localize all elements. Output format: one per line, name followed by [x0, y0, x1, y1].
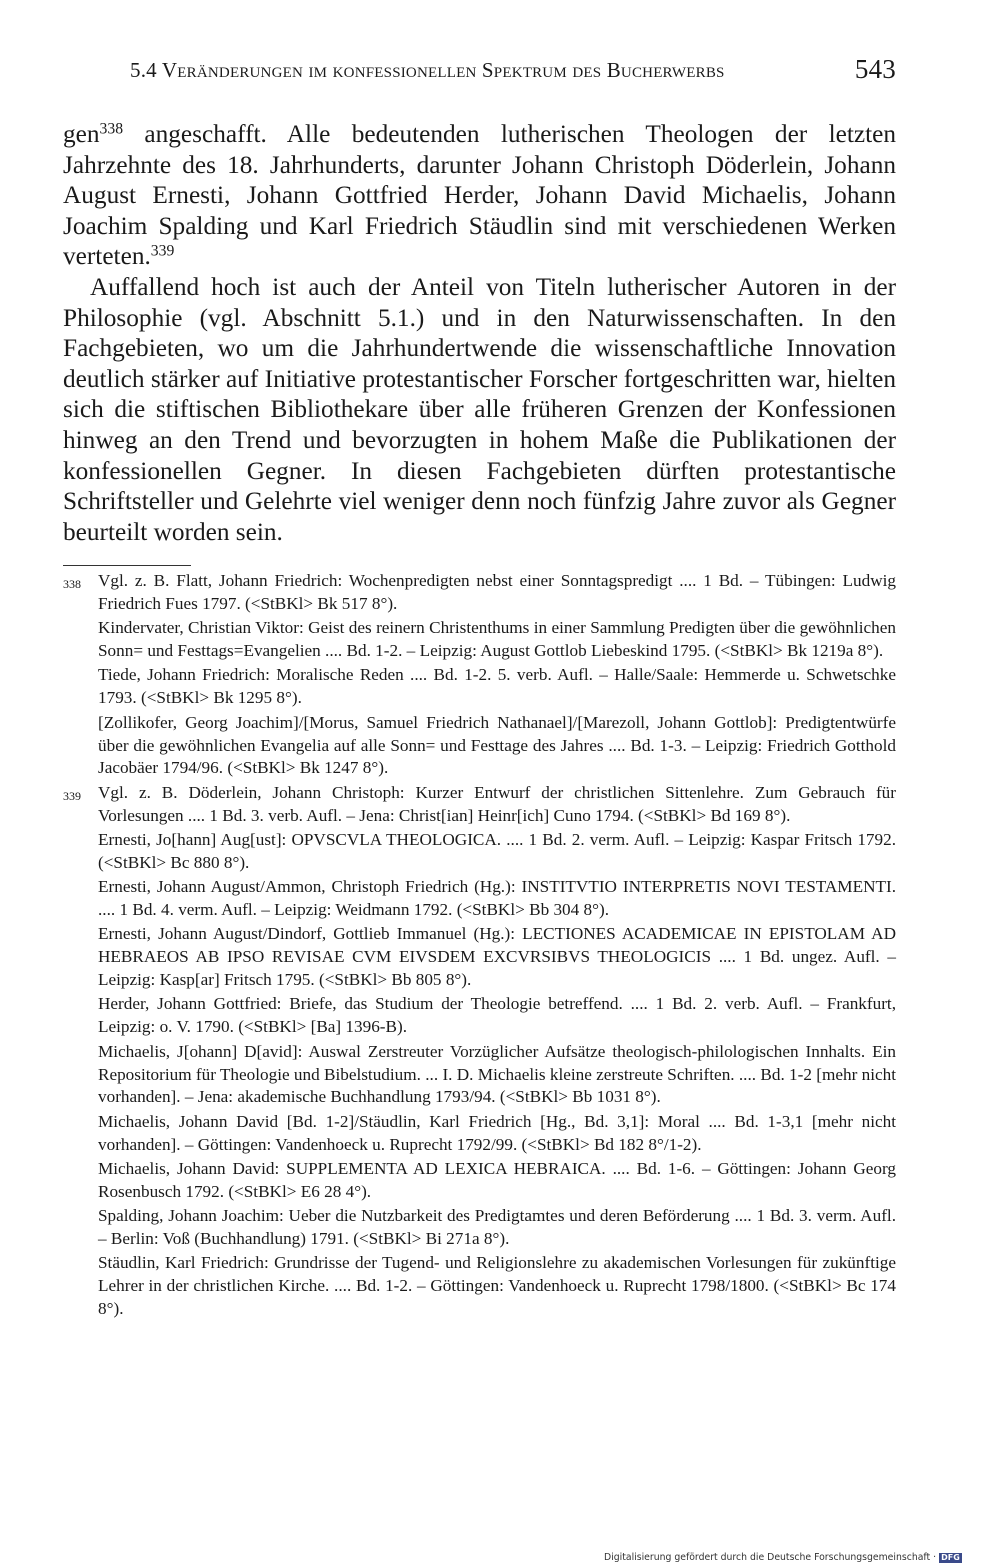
footnote-ref-339: 339 [150, 242, 175, 260]
main-text [63, 119, 896, 547]
page-number: 543 [854, 54, 896, 84]
footnote-entry: Ernesti, Johann August/Dindorf, Gottlieb Immanuel (Hg.): LECTIONES ACADEMICAE IN EPISTOLAM AD HEBRAEOS AB IPSO REVISAE CVM EIVSDEM EXCVRSIBVS THEOLOGICIS .... 1 Bd. ungez. Aufl. – Leipzig: Kasp[ar] Fritsch 1795. (<StBKl> Bb 805 8°). [98, 924, 896, 990]
footnotes [63, 570, 896, 1322]
footnote-entry: Kindervater, Christian Viktor: Geist des reinern Christenthums in einer Sammlung Predigten über die gewöhnlichen Sonn= und Festtags=Evangelien .... Bd. 1-2. – Leipzig: August Gottlob Liebeskind 1795. (<StBKl> Bk 1219a 8°). [98, 618, 896, 661]
footnote-entry: Spalding, Johann Joachim: Ueber die Nutzbarkeit des Predigtamtes und deren Beförderung .... 1 Bd. 3. verm. Aufl. – Berlin: Voß (Buchhandlung) 1791. (<StBKl> Bi 271a 8°). [98, 1206, 896, 1249]
footer-text: Digitalisierung gefördert durch die Deutsche Forschungsgemeinschaft · [604, 1552, 937, 1563]
paragraph-1 [63, 119, 896, 272]
paragraph-2: Auffallend hoch ist auch der Anteil von Titeln lutherischer Autoren in der Philosophie (vgl. Abschnitt 5.1.) und in den Naturwissenschaften. In den Fachgebieten, wo um die Jahrhundertwende die wissenschaftliche Innovation deutlich stärker auf Initiative protestantischer Forscher fortgeschritten war, hielten sich die stiftischen Bibliothekare über alle früheren Grenzen der Konfessionen hinweg an den Trend und bevorzugten in hohem Maße die Publikationen der konfessionellen Gegner. In diesen Fachgebieten dürften protestantische Schriftsteller und Gelehrte viel weniger denn noch fünfzig Jahre zuvor als Gegner beurteilt worden sein. [63, 272, 896, 546]
paragraph-1-start: gen [63, 120, 100, 148]
footnote-entry: Stäudlin, Karl Friedrich: Grundrisse der Tugend- und Religionslehre zu akademischen Vorlesungen für zukünftige Lehrer in der christlichen Kirche. .... Bd. 1-2. – Göttingen: Vandenhoeck u. Ruprecht 1798/1800. (<StBKl> Bc 174 8°). [98, 1253, 896, 1319]
footnote-entry: Vgl. z. B. Döderlein, Johann Christoph: Kurzer Entwurf der christlichen Sittenlehre. Zum Gebrauch für Vorlesungen .... 1 Bd. 3. verb. Aufl. – Jena: Christ[ian] Heinr[ich] Cuno 1794. (<StBKl> Bd 169 8°). [98, 782, 896, 825]
footnote-339 [63, 782, 896, 1321]
running-head-title: 5.4 Veränderungen im konfessionellen Spektrum des Bucherwerbs [130, 58, 725, 82]
footnote-entry: Michaelis, J[ohann] D[avid]: Auswal Zerstreuter Vorzüglicher Aufsätze theologisch-philologischen Innhalts. Ein Repositorium für Theologie und Bibelstudium. ... I. D. Michaelis kleine zerstreute Schriften. .... Bd. 1-2 [mehr nicht vorhanden]. – Jena: akademische Buchhandlung 1793/94. (<StBKl> Bb 1031 8°). [98, 1041, 896, 1107]
footnote-entry: Michaelis, Johann David: SUPPLEMENTA AD LEXICA HEBRAICA. .... Bd. 1-6. – Göttingen: Johann Georg Rosenbusch 1792. (<StBKl> E6 28 4°). [98, 1158, 896, 1201]
footnote-number: 339 [63, 788, 81, 803]
running-head [130, 54, 896, 84]
footnote-entry: Michaelis, Johann David [Bd. 1-2]/Stäudlin, Karl Friedrich [Hg., Bd. 3,1]: Moral .... Bd. 1-3,1 [mehr nicht vorhanden]. – Göttingen: Vandenhoeck u. Ruprecht 1792/99. (<StBKl> Bd 182 8°/1-2). [98, 1111, 896, 1154]
digitization-footer [604, 1552, 962, 1564]
footnote-entry: Herder, Johann Gottfried: Briefe, das Studium der Theologie betreffend. .... 1 Bd. 2. verb. Aufl. – Frankfurt, Leipzig: o. V. 1790. (<StBKl> [Ba] 1396-B). [98, 994, 896, 1037]
footnote-338 [63, 570, 896, 780]
footnote-entry: Ernesti, Jo[hann] Aug[ust]: OPVSCVLA THEOLOGICA. .... 1 Bd. 2. verm. Aufl. – Leipzig: Kaspar Fritsch 1792. (<StBKl> Bc 880 8°). [98, 829, 896, 872]
footnote-ref-338: 338 [99, 120, 124, 138]
footnote-separator [63, 565, 191, 566]
footnote-number: 338 [63, 577, 81, 591]
paragraph-1-text: angeschafft. Alle bedeutenden lutherischen Theologen der letzten Jahrzehnte des 18. Jahrhunderts, darunter Johann Christoph Döderlein, Johann August Ernesti, Johann Gottfried Herder, Johann David Michaelis, Johann Joachim Spalding und Karl Friedrich Stäudlin sind mit verschiedenen Werken verteten. [63, 120, 896, 271]
dfg-logo-icon: DFG [941, 1552, 960, 1562]
footnote-entry: Tiede, Johann Friedrich: Moralische Reden .... Bd. 1-2. 5. verb. Aufl. – Halle/Saale: Hemmerde u. Schwetschke 1793. (<StBKl> Bk 1295 8°). [98, 665, 896, 708]
footnote-entry: [Zollikofer, Georg Joachim]/[Morus, Samuel Friedrich Nathanael]/[Marezoll, Johann Gottlob]: Predigtentwürfe über die gewöhnlichen Evangelia auf alle Sonn= und Festtage des Jahres .... Bd. 1-3. – Leipzig: Friedrich Gotthold Jacobäer 1794/96. (<StBKl> Bk 1247 8°). [98, 712, 896, 778]
footnote-entry: Vgl. z. B. Flatt, Johann Friedrich: Wochenpredigten nebst einer Sonntagspredigt .... 1 Bd. – Tübingen: Ludwig Friedrich Fues 1797. (<StBKl> Bk 517 8°). [98, 571, 896, 613]
footnote-entry: Ernesti, Johann August/Ammon, Christoph Friedrich (Hg.): INSTITVTIO INTERPRETIS NOVI TESTAMENTI. .... 1 Bd. 4. verm. Aufl. – Leipzig: Weidmann 1792. (<StBKl> Bb 304 8°). [98, 877, 896, 920]
